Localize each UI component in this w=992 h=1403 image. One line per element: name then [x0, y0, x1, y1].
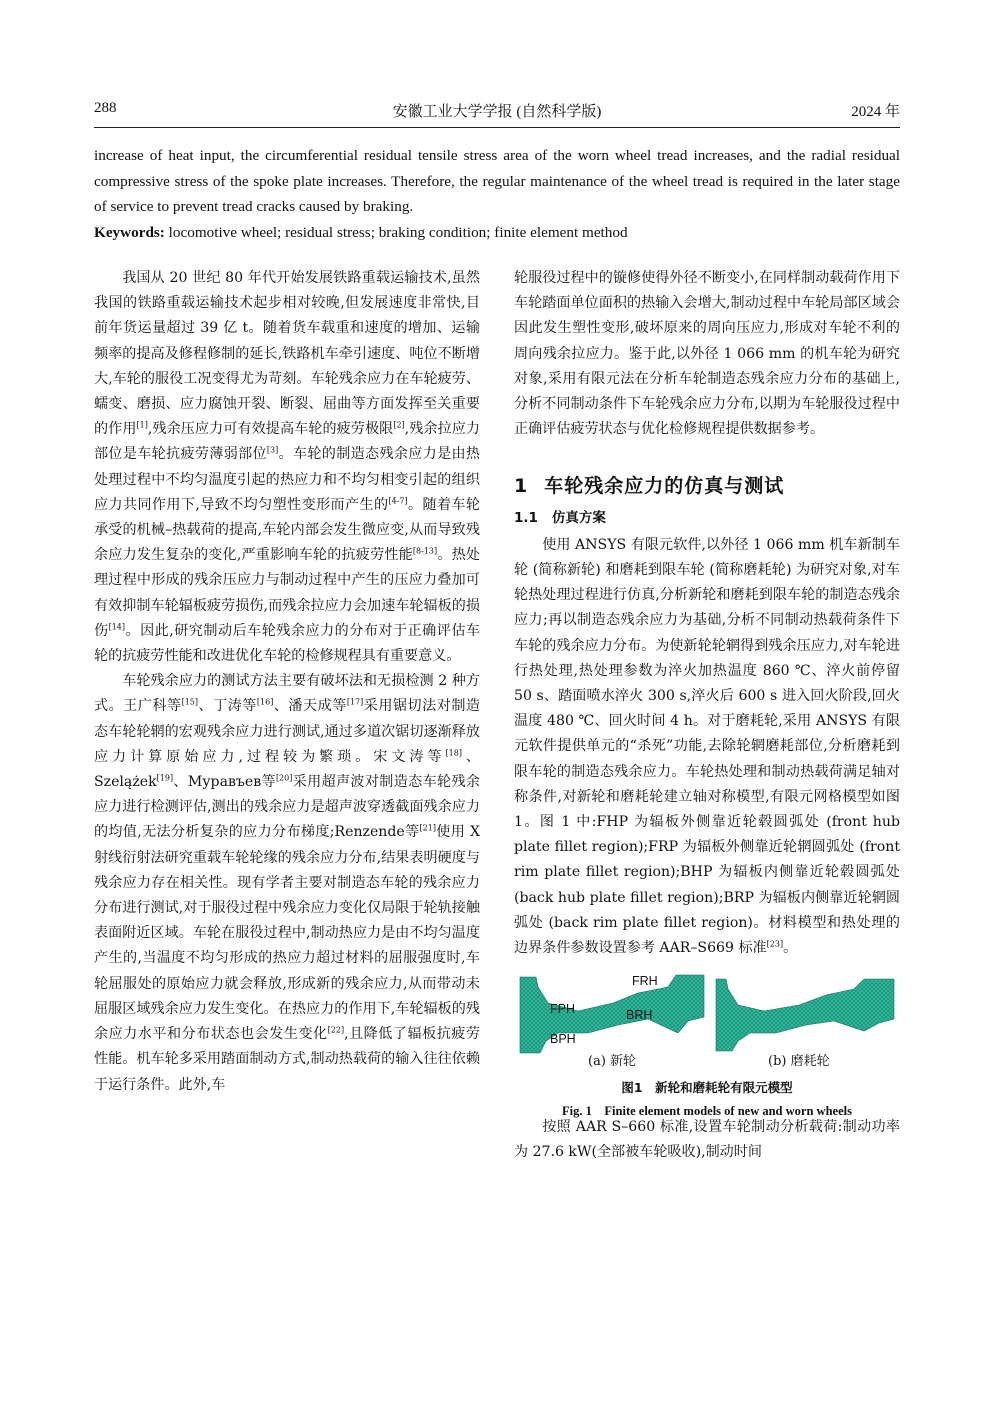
paragraph: 轮服役过程中的镟修使得外径不断变小,在同样制动载荷作用下车轮踏面单位面积的热输入会增大,制动过程中车轮局部区域会因此发生塑性变形,破坏原来的周向压应力,形成对车轮不利的周向残余拉应力。鉴于此,以外径 1 066 mm 的机车轮为研究对象,采用有限元法在分析车轮制造态残余应力分布的基础上,分析不同制动条件下车轮残余应力分布,以期为车轮服役过程中正确评估疲劳状态与优化检修规程提供数据参考。 [514, 270, 900, 438]
section-heading [514, 474, 900, 499]
paragraph: 我国从 20 世纪 80 年代开始发展铁路重载运输技术,虽然我国的铁路重载运输技术起步相对较晚,但发展速度非常快,目前年货运量超过 39 亿 t。随着货车载重和速度的增加、运输频率的提高及修程修制的延长,铁路机车牵引速度、吨位不断增大,车轮的服役工况变得尤为苛刻。车轮残余应力在车轮疲劳、蠕变、磨损、应力腐蚀开裂、断裂、屈曲等方面发挥至关重要的作用[1],残余压应力可有效提高车轮的疲劳极限[2],残余拉应力部位是车轮抗疲劳薄弱部位[3]。车轮的制造态残余应力是由热处理过程中不均匀温度引起的热应力和不均匀相变引起的组织应力共同作用下,导致不均匀塑性变形而产生的[4-7]。随着车轮承受的机械–热载荷的提高,车轮内部会发生微应变,从而导致残余应力发生复杂的变化,严重影响车轮的抗疲劳性能[8-13]。热处理过程中形成的残余压应力与制动过程中产生的压应力叠加可有效抑制车轮辐板疲劳损伤,而残余拉应力会加速车轮辐板的损伤[14]。因此,研究制动后车轮残余应力的分布对于正确评估车轮的抗疲劳性能和改进优化车轮的检修规程具有重要意义。 [94, 270, 481, 665]
left-column [94, 266, 480, 1098]
subsection-title: 仿真方案 [551, 509, 606, 526]
citation-ref: [2] [393, 420, 405, 430]
figure-caption-en: Fig. 1 Finite element models of new and worn wheels [562, 1104, 852, 1119]
citation-ref: [14] [108, 622, 126, 632]
paragraph: 按照 AAR S–660 标准,设置车轮制动分析载荷:制动功率为 27.6 kW(全部被车轮吸收),制动时间 [514, 1119, 900, 1161]
abstract-english [94, 143, 900, 245]
citation-ref: [3] [266, 445, 279, 455]
section-title: 车轮残余应力的仿真与测试 [544, 475, 785, 498]
keywords-line [94, 220, 900, 246]
label-fph: FPH [550, 1002, 575, 1017]
keywords-text: locomotive wheel; residual stress; braking condition; finite element method [164, 223, 628, 241]
page-header [94, 100, 900, 124]
paragraph: 使用 ANSYS 有限元软件,以外径 1 066 mm 机车新制车轮 (简称新轮) 和磨耗到限车轮 (简称磨耗轮) 为研究对象,对车轮热处理过程进行仿真,分析新轮和磨耗到限车轮的制造态残余应力;再以制造态残余应力为基础,分析不同制动热载荷条件下车轮的残余应力分布。为使新轮轮辋得到残余压应力,对车轮进行热处理,热处理参数为淬火加热温度 860 ℃、淬火前停留 50 s、踏面喷水淬火 300 s,淬火后 600 s 进入回火阶段,回火温度 480 ℃、回火时间 4 h。对于磨耗轮,采用 ANSYS 有限元软件提供单元的“杀死”功能,去除轮辋磨耗部位,分析磨耗到限车轮的制造态残余应力。车轮热处理和制动热载荷满足轴对称条件,对新轮和磨耗轮建立轴对称模型,有限元网格模型如图 1。图 1 中:FHP 为辐板外侧靠近轮毂圆弧处 (front hub plate fillet region);FRP 为辐板外侧靠近轮辋圆弧处 (front rim plate fillet region);BHP 为辐板内侧靠近轮毂圆弧处 (back hub plate fillet region);BRP 为辐板内侧靠近轮辋圆弧处 (back rim plate fillet region)。材料模型和热处理的边界条件参数设置参考 AAR–S669 标准[23]。 [514, 536, 900, 957]
citation-ref: [21] [419, 823, 436, 833]
new-wheel-mesh-image [518, 973, 708, 1055]
page-number: 288 [94, 100, 117, 116]
citation-ref: [16] [256, 697, 274, 707]
subcaption-a: (a) 新轮 [588, 1054, 637, 1070]
subcaption-b: (b) 磨耗轮 [768, 1054, 830, 1070]
figure-caption-cn: 图1 新轮和磨耗轮有限元模型 [621, 1080, 793, 1096]
subsection-heading [514, 506, 900, 531]
journal-year: 2024 年 [851, 104, 900, 120]
right-column [514, 266, 900, 1166]
citation-ref: [4-7] [388, 496, 408, 506]
label-bph: BPH [550, 1032, 576, 1047]
citation-ref: [1] [136, 420, 148, 430]
citation-ref: [22] [327, 1025, 345, 1035]
citation-ref: [19] [156, 773, 174, 783]
journal-name: 安徽工业大学学报 (自然科学版) [392, 104, 602, 120]
label-frh: FRH [632, 974, 658, 989]
citation-ref: [20] [275, 773, 293, 783]
abstract-text: increase of heat input, the circumferential residual tensile stress area of the worn wheel tread increases, and the radial residual compressive stress of the spoke plate increases. Therefore, the regular maintenance of the wheel tread is required in the later stage of service to prevent tread cracks caused by braking. [94, 147, 900, 215]
citation-ref: [23] [766, 939, 784, 949]
citation-ref: [8-13] [412, 546, 438, 556]
paragraph: 车轮残余应力的测试方法主要有破坏法和无损检测 2 种方式。王广科等[15]、丁涛等[16]、潘天成等[17]采用锯切法对制造态车轮轮辋的宏观残余应力进行测试,通过多道次锯切逐渐释放应力计算原始应力,过程较为繁琐。宋文涛等[18]、Szelążek[19]、Муравъев等[20]采用超声波对制造态车轮残余应力进行检测评估,测出的残余应力是超声波穿透截面残余应力的均值,无法分析复杂的应力分布梯度;Renzende等[21]使用 X 射线衍射法研究重载车轮轮缘的残余应力分布,结果表明硬度与残余应力存在相关性。现有学者主要对制造态车轮的残余应力分布进行测试,对于服役过程中残余应力变化仅局限于轮轨接触表面附近区域。车轮在服役过程中,制动热应力是由不均匀温度产生的,当温度不均匀形成的热应力超过材料的屈服强度时,车轮屈服处的原始应力就会释放,形成新的残余应力,从而带动未屈服区域残余应力发生变化。在热应力的作用下,车轮辐板的残余应力水平和分布状态也会发生变化[22],且降低了辐板抗疲劳性能。机车轮多采用踏面制动方式,制动热载荷的输入往往依赖于运行条件。此外,车 [94, 673, 481, 1093]
section-number: 1 [514, 475, 529, 498]
citation-ref: [15] [181, 697, 199, 707]
worn-wheel-mesh-image [714, 973, 898, 1055]
citation-ref: [18] [445, 748, 462, 758]
label-brh: BRH [626, 1008, 653, 1023]
keywords-label: Keywords: [94, 223, 165, 241]
subsection-number: 1.1 [514, 509, 538, 526]
citation-ref: [17] [346, 697, 364, 707]
header-rule [94, 127, 900, 128]
figure-1 [514, 969, 900, 1119]
